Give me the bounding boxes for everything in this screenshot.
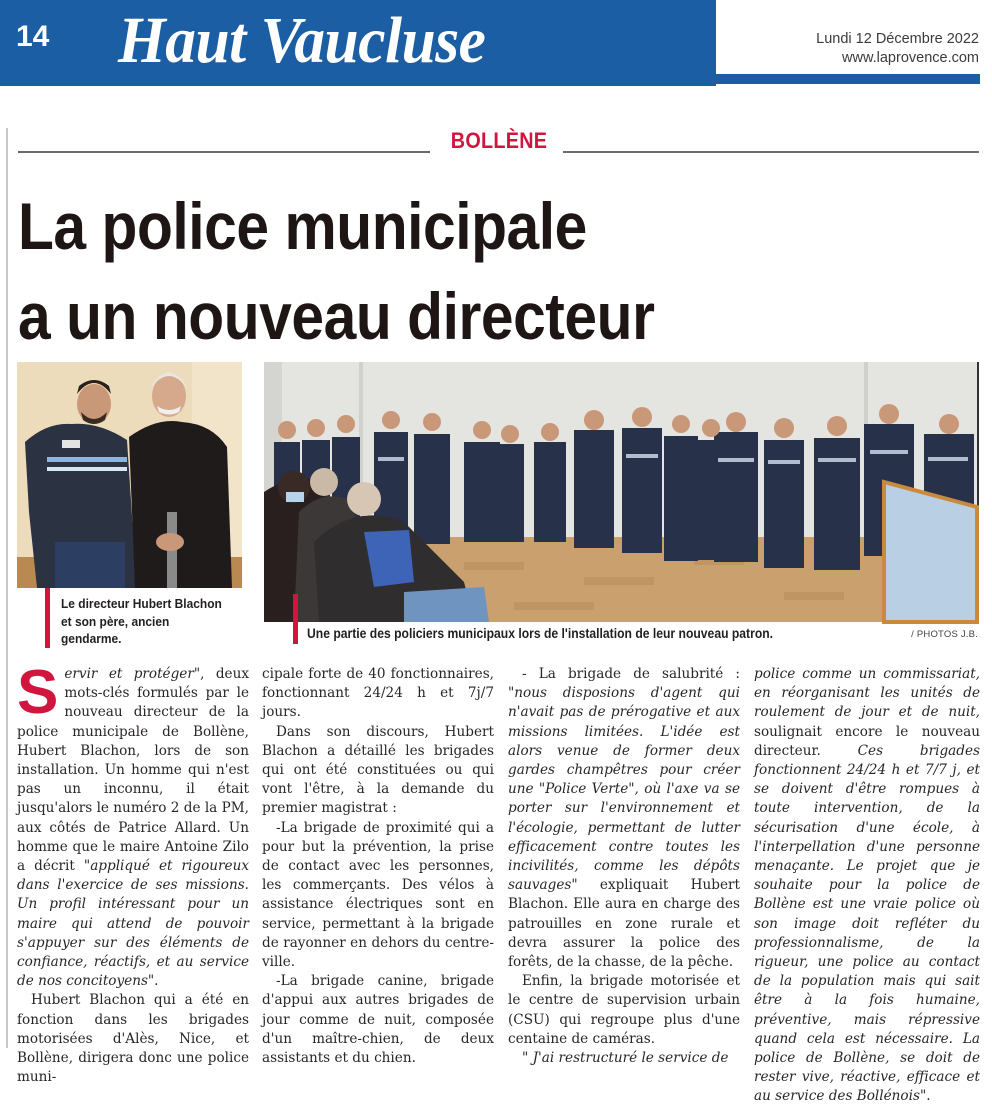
caption-accent-bar — [45, 588, 50, 648]
article-column-2 — [262, 665, 494, 1068]
article-paragraph: -La brigade canine, brigade d'appui aux autres brigades de jour comme de nuit, composée d'un maître-chien, de deux assistants et du chien. — [262, 973, 494, 1067]
article-paragraph: Dans son discours, Hubert Blachon a détaillé les brigades qui ont été constituées ou qui vont l'être, à la demande du premier magistrat : — [262, 723, 494, 817]
article-paragraph: -La brigade de proximité qui a pour but la prévention, la prise de contact avec les personnes, les commerçants. Des vélos à assistance électriques sont en service, permettant à la brigade de rayonner en dehors du centre-ville. — [262, 819, 494, 971]
photo-director-illustration — [17, 362, 242, 588]
headline-line-2: a un nouveau directeur — [18, 279, 655, 353]
photo-caption-director: Le directeur Hubert Blachon et son père, ancien gendarme. — [61, 596, 222, 646]
article-paragraph — [508, 665, 740, 972]
photo-director-and-father — [17, 362, 242, 588]
paragraph-text: " expliquait Hubert Blachon. Elle aura en charge des patrouilles en zone rurale et devra assurer la police des forêts, de la chasse, de la pêche. — [508, 877, 740, 971]
article-column-4 — [754, 665, 980, 1107]
paragraph-text: ". — [919, 1088, 931, 1105]
paragraph-text: ", deux mots-clés formulés par le nouveau directeur de la police municipale de Bollène, Hubert Blachon, lors de son installation. Un homme qui n'est pas un inconnu, il était jusqu'alors le numéro 2 de la PM, aux côtés de Patrice Allard. Un homme que le maire Antoine Zilo a décrit " — [17, 666, 249, 875]
kicker-rule-right — [563, 151, 979, 153]
article-paragraph — [754, 665, 980, 1107]
headline-line-1: La police municipale — [18, 189, 587, 263]
paragraph-text: - La brigade de salubrité : — [522, 666, 740, 682]
director-quote: "nous disposions d'agent qui n'avait pas de prérogative et aux missions limitées. L'idée est alors venue de former deux gardes champêtres pour créer une "Police Verte", où l'axe va se porter sur l'environnement et l'écologie, permettant de lutter efficacement contre toutes les incivilités, comme les dépôts sauvages — [508, 685, 740, 894]
photo-police-officers — [264, 362, 979, 622]
article-paragraph: Enfin, la brigade motorisée et le centre de supervision urbain (CSU) qui regroupe plus d'une centaine de caméras. — [508, 973, 740, 1047]
photo-credit: / PHOTOS J.B. — [911, 629, 978, 640]
article-paragraph — [508, 1049, 740, 1068]
paragraph-text: soulignait encore le nouveau directeur. — [754, 723, 980, 759]
article-paragraph: cipale forte de 40 fonctionnaires, fonctionnant 24/24 h et 7j/7 jours. — [262, 666, 494, 721]
section-title: Haut Vaucluse — [118, 4, 486, 77]
edition-date: Lundi 12 Décembre 2022 — [816, 31, 979, 47]
article-paragraph — [17, 658, 250, 991]
article-column-1 — [17, 658, 250, 1087]
article-paragraph: Hubert Blachon qui a été en fonction dans les brigades motorisées d'Alès, Nice, et Bollène, dirigera donc une police muni- — [17, 992, 249, 1086]
article-headline — [18, 181, 655, 361]
kicker-rule-left — [18, 151, 430, 153]
column-border — [6, 128, 8, 1048]
page-number: 14 — [16, 20, 50, 53]
photo-caption-officers: Une partie des policiers municipaux lors de l'installation de leur nouveau patron. — [307, 626, 774, 641]
italic-lead: ervir et protéger — [64, 666, 194, 682]
masthead-rule — [716, 74, 980, 84]
director-quote: police comme un commissariat, en réorganisant les unités de roulement de jour et de nuit, — [754, 666, 980, 721]
masthead — [0, 0, 992, 86]
paragraph-text: ". — [147, 973, 159, 990]
website-link[interactable]: www.laprovence.com — [842, 50, 979, 66]
caption-accent-bar — [293, 594, 298, 644]
article-kicker: BOLLÈNE — [450, 128, 548, 153]
director-quote: " J'ai restructuré le service de — [522, 1050, 729, 1067]
mayor-quote: appliqué et rigoureux dans l'exercice de ses missions. Un profil intéressant pour un maire qui attend de pouvoir s'appuyer sur des éléments de confiance, réactifs, et au service de nos concitoyens — [17, 858, 250, 990]
director-quote: Ces brigades fonctionnent 24/24 h et 7/7 j, et se doivent d'être rompues à toute intervention, de la sécurisation d'une école, à l'interpellation d'une personne menaçante. Le projet que je souhaite pour la police de Bollène est une vraie police où son image doit refléter du professionnalisme, de la rigueur, une police au contact de la population mais qui sait être à la fois humaine, préventive, mais répressive quand cela est nécessaire. La police de Bollène, se doit de rester vive, réactive, efficace et au service des Bollénois — [754, 742, 980, 1105]
article-column-3 — [508, 665, 740, 1068]
photo-officers-illustration — [264, 362, 977, 622]
drop-cap: S — [17, 658, 59, 727]
